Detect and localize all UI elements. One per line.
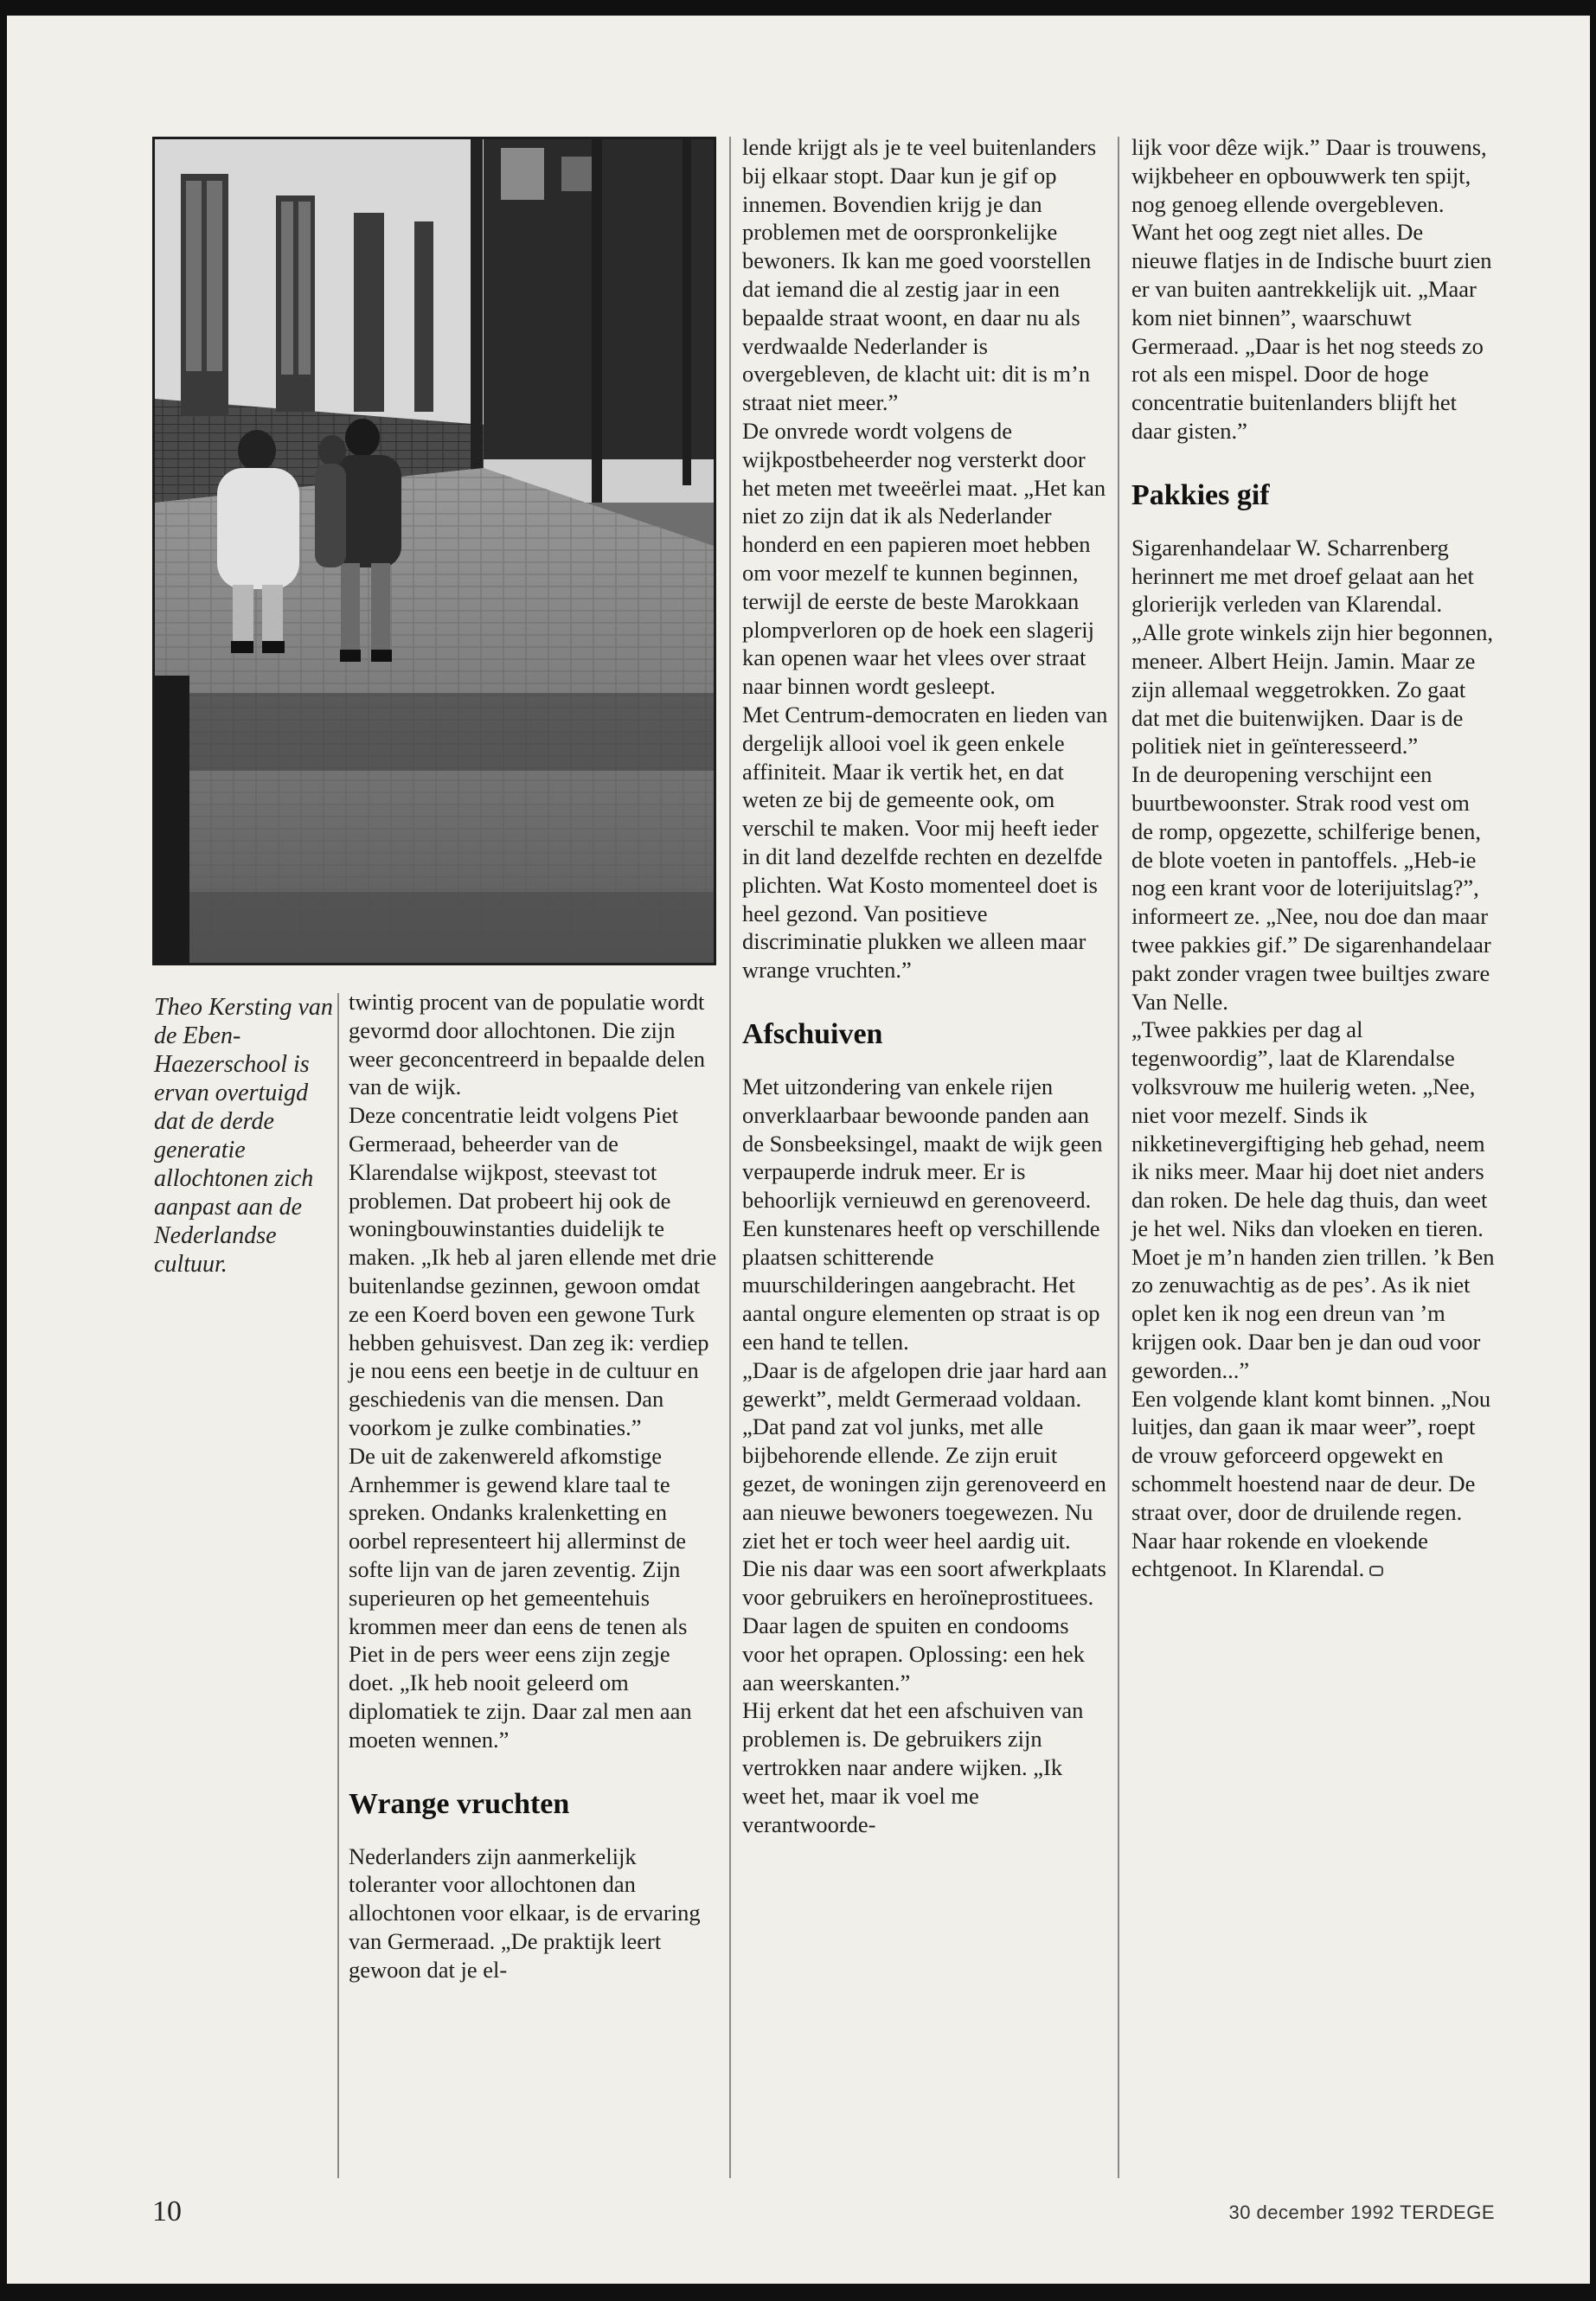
column-rule-3 — [1118, 137, 1119, 2178]
issue-dateline: 30 december 1992 TERDEGE — [1228, 2202, 1495, 2223]
article-column-2 — [742, 133, 1109, 1838]
paragraph: „Twee pakkies per dag al tegenwoordig”, laat de Klarendalse volksvrouw me huilerig weten. „Nee, niet voor mezelf. Sinds ik nikketinevergiftiging heb gehad, neem ik niks meer. Maar hij doet niet anders dan roken. De hele dag thuis, dan weet je het wel. Niks dan vloeken en tieren. Moet je m’n handen zien trillen. ’k Ben zo zenuwachtig as de pes’. As ik niet oplet ken ik nog een dreun van ’m krijgen ook. Daar ben je dan oud voor geworden...” — [1131, 1016, 1495, 1383]
paragraph: Met uitzondering van enkele rijen onverklaarbaar bewoonde panden aan de Sonsbeeksingel, maakt de wijk geen verpauperde indruk meer. Er is behoorlijk vernieuwd en gerenoveerd. Een kunstenares heeft op verschillende plaatsen schitterende muurschilderingen aangebracht. Het aantal ongure elementen op straat is op een hand te tellen. — [742, 1073, 1103, 1356]
paragraph: „Daar is de afgelopen drie jaar hard aan gewerkt”, meldt Germeraad voldaan. „Dat pand zat vol junks, met alle bijbehorende ellende. Ze zijn eruit gezet, de woningen zijn gerenoveerd en aan nieuwe bewoners toegewezen. Nu ziet het er toch weer heel aardig uit. Die nis daar was een soort afwerkplaats voor gebruikers en heroïneprostituees. Daar lagen de spuiten en condooms voor het oprapen. Oplossing: een hek aan weerskanten.” — [742, 1356, 1107, 1695]
photo-caption: Theo Kersting van de Eben-Haezerschool is ervan overtuigd dat de derde generatie allochtonen zich aanpast aan de Nederlandse cultuur. — [154, 994, 333, 1278]
column-rule-2 — [729, 137, 731, 2178]
paragraph: De uit de zakenwereld afkomstige Arnhemmer is gewend klare taal te spreken. Ondanks kralenketting en oorbel representeert hij allerminst de softe lijn van de jaren zeventig. Zijn superieuren op het gemeentehuis krommen meer dan eens de tenen als Piet in de pers weer eens zijn zegje doet. „Ik heb nooit geleerd om diplomatiek te zijn. Daar zal men aan moeten wennen.” — [349, 1442, 692, 1753]
paragraph: Sigarenhandelaar W. Scharrenberg herinnert me met droef gelaat aan het glorierijk verleden van Klarendal. „Alle grote winkels zijn hier begonnen, meneer. Albert Heijn. Jamin. Maar ze zijn allemaal weggetrokken. Zo gaat dat met die buitenwijken. Daar is de politiek niet in geïnteresseerd.” — [1131, 534, 1493, 760]
paragraph: De onvrede wordt volgens de wijkpostbeheerder nog versterkt door het meten met tweeërlei maat. „Het kan niet zo zijn dat ik als Nederlander honderd en een papieren moet hebben om voor mezelf te kunnen beginnen, terwijl de eerste de beste Marokkaan plompverloren op de hoek een slagerij kan openen waar het vlees over straat naar binnen wordt gesleept. — [742, 417, 1106, 700]
article-column-1 — [349, 988, 719, 1984]
paragraph: twintig procent van de populatie wordt gevormd door allochtonen. Die zijn weer geconcentreerd in bepaalde delen van de wijk. — [349, 989, 705, 1100]
paragraph: Hij erkent dat het een afschuiven van problemen is. De gebruikers zijn vertrokken naar andere wijken. „Ik weet het, maar ik voel me verantwoorde- — [742, 1697, 1084, 1837]
paragraph: Een volgende klant komt binnen. „Nou luitjes, dan gaan ik maar weer”, roept de vrouw geforceerd opgewekt en schommelt hoestend naar de deur. De straat over, door de druilende regen. Naar haar rokende en vloekende echtgenoot. In Klarendal. — [1131, 1385, 1491, 1582]
page-number: 10 — [152, 2195, 182, 2227]
section-heading: Afschuiven — [742, 1017, 883, 1050]
paragraph: In de deuropening verschijnt een buurtbewoonster. Strak rood vest om de romp, opgezette, schilferige benen, de blote voeten in pantoffels. „Heb-ie nog een krant voor de loterijuitslag?”, informeert ze. „Nee, nou doe dan maar twee pakkies gif.” De sigarenhandelaar pakt zonder vragen twee builtjes zware Van Nelle. — [1131, 761, 1491, 1015]
paragraph: lijk voor dêze wijk.” Daar is trouwens, wijkbeheer en opbouwwerk ten spijt, nog genoeg ellende overgebleven. Want het oog zegt niet alles. De nieuwe flatjes in de Indische buurt zien er van buiten aantrekkelijk uit. „Maar kom niet binnen”, waarschuwt Germeraad. „Daar is het nog steeds zo rot als een mispel. Door de hoge concentratie buitenlanders blijft het daar gisten.” — [1131, 134, 1492, 444]
paragraph: Deze concentratie leidt volgens Piet Germeraad, beheerder van de Klarendalse wijkpost, steevast tot problemen. Dat probeert hij ook de woningbouwinstanties duidelijk te maken. „Ik heb al jaren ellende met drie buitenlandse gezinnen, gewoon omdat ze een Koerd boven een gewone Turk hebben gehuisvest. Dan zeg ik: verdiep je nou eens een beetje in de cultuur en geschiedenis van die mensen. Dan voorkom je zulke combinaties.” — [349, 1102, 717, 1440]
article-column-3 — [1131, 133, 1495, 1583]
end-mark-icon — [1369, 1566, 1383, 1576]
section-heading: Pakkies gif — [1131, 478, 1270, 511]
street-photo — [152, 137, 716, 965]
column-rule-1 — [337, 993, 339, 2178]
paragraph: lende krijgt als je te veel buitenlanders bij elkaar stopt. Daar kun je gif op innemen. Bovendien krijg je dan problemen met de oorspronkelijke bewoners. Ik kan me goed voorstellen dat iemand die al zestig jaar in een bepaalde straat woont, en daar nu als verdwaalde Nederlander is overgebleven, de klacht uit: dit is m’n straat niet meer.” — [742, 134, 1097, 416]
paragraph: Nederlanders zijn aanmerkelijk toleranter voor allochtonen dan allochtonen voor elkaar, is de ervaring van Germeraad. „De praktijk leert gewoon dat je el- — [349, 1843, 701, 1983]
magazine-page — [7, 16, 1590, 2284]
section-heading: Wrange vruchten — [349, 1787, 570, 1820]
paragraph: Met Centrum-democraten en lieden van dergelijk allooi voel ik geen enkele affiniteit. Maar ik vertik het, en dat weten ze bij de gemeente ook, om verschil te maken. Voor mij heeft ieder in dit land dezelfde rechten en dezelfde plichten. Wat Kosto momenteel doet is heel gezond. Van positieve discriminatie plukken we alleen maar wrange vruchten.” — [742, 701, 1108, 984]
